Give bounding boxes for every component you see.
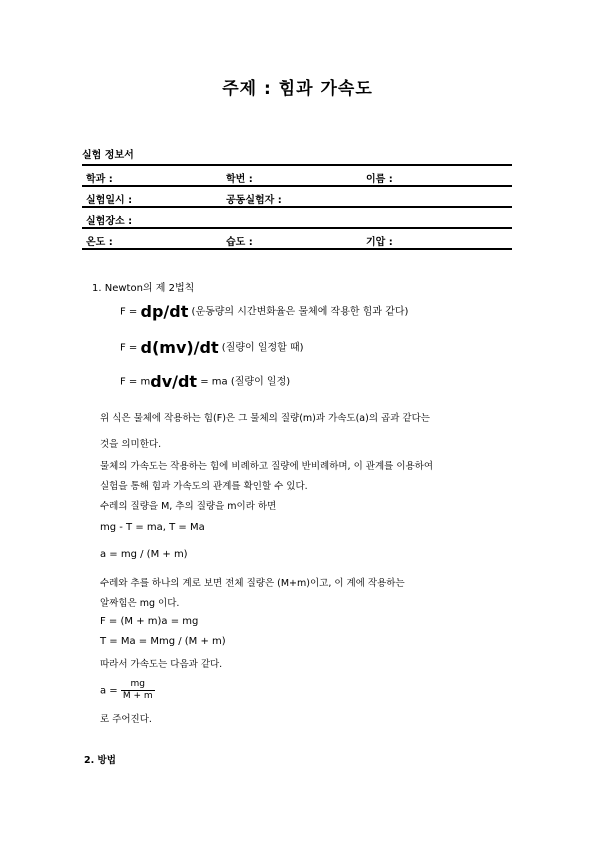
eq-prefix: F = m <box>120 376 151 388</box>
eq-text: (질량이 일정할 때) <box>218 342 304 354</box>
equation-1 <box>120 302 408 321</box>
derivation-line: 수레와 추를 하나의 계로 보면 전체 질량은 (M+m)이고, 이 계에 작용하는 <box>100 578 405 589</box>
eq-fraction: dv/dt <box>150 372 198 391</box>
table-cell: 실험장소 : <box>86 216 133 227</box>
eq-text: = ma (질량이 일정) <box>197 376 291 388</box>
derivation-line: mg - T = ma, T = Ma <box>100 522 205 533</box>
section-2-label: 2. 방법 <box>84 755 116 766</box>
page-title: 주제 : 힘과 가속도 <box>222 79 373 99</box>
table-bottom-rule <box>82 248 512 250</box>
eq-fraction: d(mv)/dt <box>140 338 219 357</box>
eq-denominator: M + m <box>122 691 153 701</box>
table-cell: 이름 : <box>366 174 393 185</box>
derivation-line: 따라서 가속도는 다음과 같다. <box>100 659 223 670</box>
table-cell: 실험일시 : <box>86 195 133 206</box>
eq-fraction: dp/dt <box>140 302 189 321</box>
info-table <box>82 164 512 250</box>
eq-fraction <box>121 679 155 702</box>
derivation-line: a = mg / (M + m) <box>100 549 188 560</box>
table-cell: 습도 : <box>226 237 253 248</box>
table-cell: 기압 : <box>366 237 393 248</box>
eq-numerator: mg <box>121 679 155 691</box>
eq-text: (운동량의 시간변화율은 물체에 작용한 힘과 같다) <box>188 306 409 318</box>
eq-prefix: F = <box>120 342 141 354</box>
table-row <box>82 187 512 206</box>
eq-prefix: F = <box>120 306 141 318</box>
paragraph-line: 것을 의미한다. <box>100 439 162 450</box>
paragraph-line: 위 식은 물체에 작용하는 힘(F)은 그 물체의 질량(m)과 가속도(a)의 곱과 같다는 <box>100 413 430 424</box>
table-cell: 공동실험자 : <box>226 195 282 206</box>
info-heading: 실험 정보서 <box>82 150 134 161</box>
table-cell: 학번 : <box>226 174 253 185</box>
table-cell: 온도 : <box>86 237 113 248</box>
derivation-line: 알짜힘은 mg 이다. <box>100 598 180 609</box>
paragraph-line: 실험을 통해 힘과 가속도의 관계를 확인할 수 있다. <box>100 481 308 492</box>
table-row <box>82 229 512 248</box>
derivation-line: T = Ma = Mmg / (M + m) <box>100 636 226 647</box>
section-label: 1. Newton의 제 2법칙 <box>92 283 195 294</box>
final-equation <box>100 679 155 702</box>
table-cell: 학과 : <box>86 174 113 185</box>
paragraph-line: 수레의 질량을 M, 추의 질량을 m이라 하면 <box>100 501 277 512</box>
eq-lhs: a = <box>100 685 121 697</box>
equation-2 <box>120 338 304 357</box>
closing-text: 로 주어진다. <box>100 714 152 725</box>
table-row <box>82 208 512 227</box>
paragraph-line: 물체의 가속도는 작용하는 힘에 비례하고 질량에 반비례하며, 이 관계를 이용하여 <box>100 461 434 472</box>
derivation-line: F = (M + m)a = mg <box>100 616 199 627</box>
table-row <box>82 166 512 185</box>
equation-3 <box>120 372 290 391</box>
